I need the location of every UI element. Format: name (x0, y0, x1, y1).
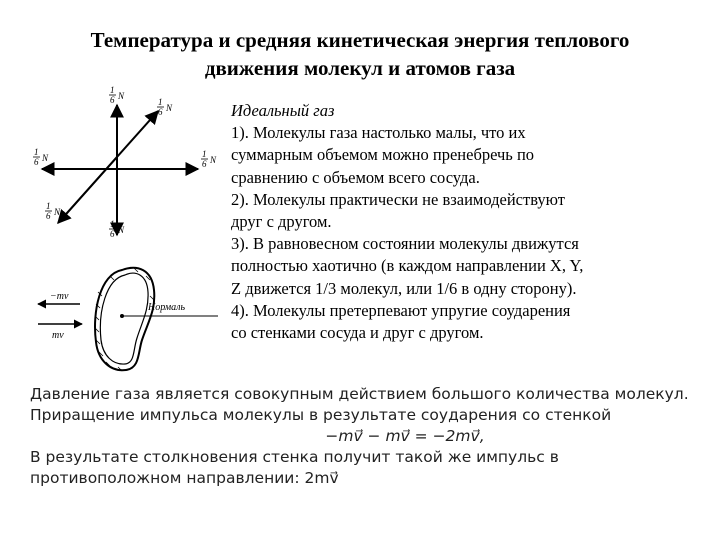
contact-point (120, 314, 124, 318)
title-line-1: Температура и средняя кинетическая энергия теплового (90, 28, 630, 52)
ideal-gas-heading: Идеальный газ (231, 101, 335, 120)
fraction-label-lower-left (45, 201, 61, 221)
ideal-gas-line: 2). Молекулы практически не взаимодействуют (231, 189, 566, 209)
ideal-gas-line: суммарным объемом можно пренебречь по (231, 145, 535, 165)
ideal-gas-line: друг с другом. (231, 212, 332, 232)
svg-text:6: 6 (34, 157, 39, 167)
minus-mv-label: −mv (50, 291, 69, 302)
svg-text:1: 1 (110, 219, 115, 229)
diagonal-axis-down (58, 157, 117, 223)
svg-text:6: 6 (110, 229, 115, 239)
vessel-wall (95, 268, 154, 370)
svg-text:N: N (54, 207, 61, 217)
ideal-gas-line: со стенками сосуда и друг с другом. (231, 323, 484, 343)
svg-text:6: 6 (110, 95, 115, 105)
fraction-label-right (201, 149, 217, 169)
ideal-gas-text (231, 100, 701, 344)
ideal-gas-line: полностью хаотично (в каждом направлении X, Y, (231, 256, 584, 276)
svg-text:N: N (42, 153, 49, 163)
svg-text:1: 1 (34, 147, 39, 157)
pressure-line: противоположном направлении: 2mv⃗ (30, 469, 339, 487)
svg-text:N: N (118, 225, 125, 235)
svg-text:N: N (210, 155, 217, 165)
six-directions-diagram (30, 85, 220, 250)
svg-text:1: 1 (202, 149, 207, 159)
svg-text:1: 1 (110, 85, 115, 95)
ideal-gas-line: сравнению с объемом всего сосуда. (231, 167, 480, 187)
ideal-gas-line: 1). Молекулы газа настолько малы, что их (231, 123, 526, 143)
pressure-line: В результате столкновения стенка получит такой же импульс в (30, 448, 559, 466)
svg-text:N: N (166, 103, 173, 113)
svg-text:1: 1 (158, 97, 163, 107)
fraction-label-top (109, 85, 125, 105)
pressure-text (30, 384, 710, 489)
title-line-2: движения молекул и атомов газа (204, 56, 516, 80)
fraction-label-upper-right (157, 97, 173, 117)
pressure-line: Давление газа является совокупным действием большого количества молекул. (30, 385, 689, 403)
pressure-line: Приращение импульса молекулы в результате соударения со стенкой (30, 406, 612, 424)
fraction-label-left (33, 147, 49, 167)
svg-text:6: 6 (202, 159, 207, 169)
svg-text:1: 1 (46, 201, 51, 211)
svg-text:6: 6 (46, 211, 51, 221)
ideal-gas-line: 4). Молекулы претерпевают упругие соударения (231, 300, 571, 320)
ideal-gas-line: Z движется 1/3 молекул, или 1/6 в одну сторону). (231, 278, 577, 298)
mv-label: mv (52, 330, 64, 341)
wall-collision-diagram (30, 252, 225, 377)
svg-text:6: 6 (158, 107, 163, 117)
normal-label: Нормаль (148, 302, 186, 313)
svg-text:N: N (118, 91, 125, 101)
momentum-formula: −mv⃗ − mv⃗ = −2mv⃗, (325, 427, 485, 445)
ideal-gas-line: 3). В равновесном состоянии молекулы движутся (231, 234, 579, 254)
slide-title (0, 26, 720, 82)
